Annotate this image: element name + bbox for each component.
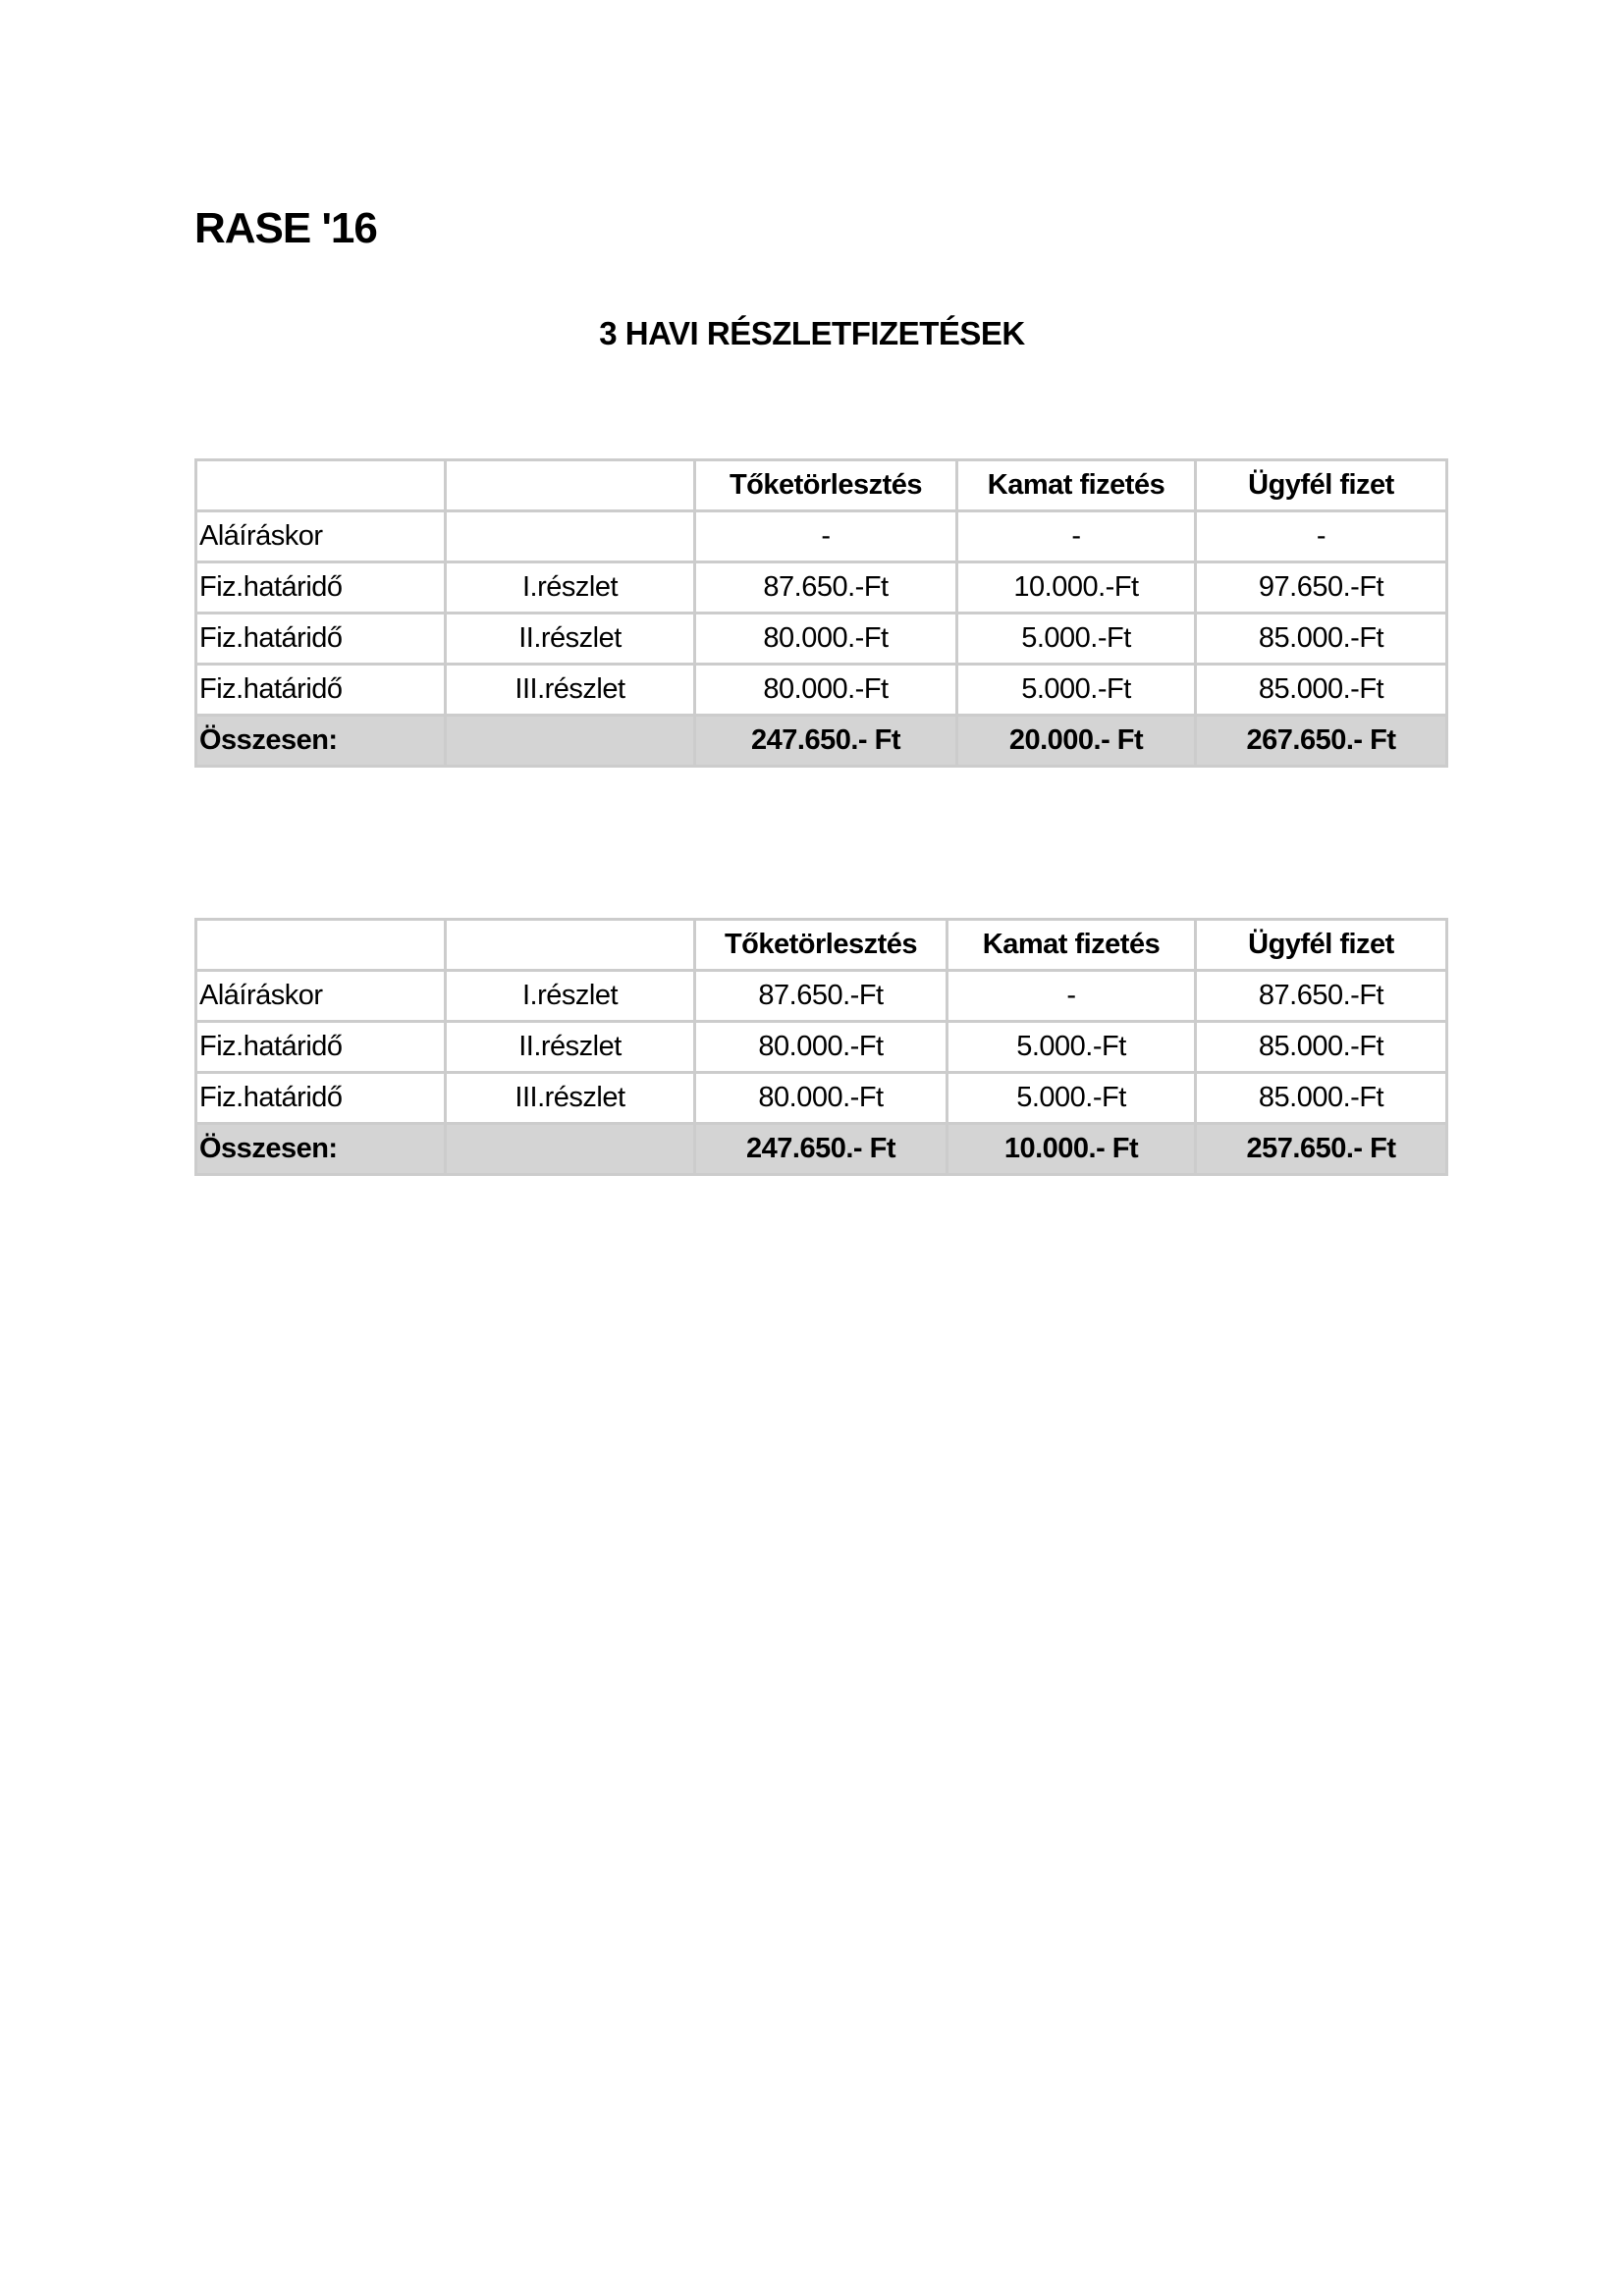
table-row bbox=[196, 1022, 1447, 1073]
row-label: Aláíráskor bbox=[196, 971, 446, 1022]
installment-cell: I.részlet bbox=[446, 971, 695, 1022]
interest-cell: 5.000.-Ft bbox=[947, 1073, 1196, 1124]
installment-table-1 bbox=[194, 458, 1448, 768]
header-cell-empty bbox=[446, 460, 695, 511]
installment-cell: II.részlet bbox=[446, 614, 695, 665]
section-title: 3 HAVI RÉSZLETFIZETÉSEK bbox=[599, 315, 1025, 351]
total-client-pays-cell: 257.650.- Ft bbox=[1196, 1124, 1447, 1175]
installment-cell: III.részlet bbox=[446, 1073, 695, 1124]
client-pays-cell: 85.000.-Ft bbox=[1196, 614, 1447, 665]
table-row bbox=[196, 562, 1447, 614]
interest-cell: 5.000.-Ft bbox=[957, 614, 1196, 665]
row-label: Aláíráskor bbox=[196, 511, 446, 562]
total-row bbox=[196, 716, 1447, 767]
table-row bbox=[196, 1073, 1447, 1124]
client-pays-cell: 85.000.-Ft bbox=[1196, 1073, 1447, 1124]
installment-cell bbox=[446, 511, 695, 562]
header-cell-client-pays: Ügyfél fizet bbox=[1196, 460, 1447, 511]
interest-cell: 5.000.-Ft bbox=[957, 665, 1196, 716]
total-interest-cell: 20.000.- Ft bbox=[957, 716, 1196, 767]
total-label: Összesen: bbox=[196, 716, 446, 767]
total-principal-cell: 247.650.- Ft bbox=[695, 716, 957, 767]
principal-cell: 80.000.-Ft bbox=[695, 614, 957, 665]
header-cell-empty bbox=[446, 920, 695, 971]
principal-cell: 80.000.-Ft bbox=[695, 665, 957, 716]
principal-cell: 87.650.-Ft bbox=[695, 971, 947, 1022]
total-label: Összesen: bbox=[196, 1124, 446, 1175]
row-label: Fiz.határidő bbox=[196, 1022, 446, 1073]
header-cell-interest: Kamat fizetés bbox=[947, 920, 1196, 971]
installment-cell: II.részlet bbox=[446, 1022, 695, 1073]
table-row bbox=[196, 511, 1447, 562]
table-row bbox=[196, 614, 1447, 665]
table-header-row bbox=[196, 460, 1447, 511]
header-cell-empty bbox=[196, 460, 446, 511]
total-principal-cell: 247.650.- Ft bbox=[695, 1124, 947, 1175]
installment-table-2 bbox=[194, 918, 1448, 1176]
principal-cell: 87.650.-Ft bbox=[695, 562, 957, 614]
header-cell-client-pays: Ügyfél fizet bbox=[1196, 920, 1447, 971]
installment-cell: I.részlet bbox=[446, 562, 695, 614]
header-cell-principal: Tőketörlesztés bbox=[695, 920, 947, 971]
total-interest-cell: 10.000.- Ft bbox=[947, 1124, 1196, 1175]
total-client-pays-cell: 267.650.- Ft bbox=[1196, 716, 1447, 767]
client-pays-cell: - bbox=[1196, 511, 1447, 562]
total-installment-cell bbox=[446, 1124, 695, 1175]
document-title: RASE '16 bbox=[194, 204, 377, 252]
table-row bbox=[196, 971, 1447, 1022]
row-label: Fiz.határidő bbox=[196, 614, 446, 665]
principal-cell: - bbox=[695, 511, 957, 562]
header-cell-empty bbox=[196, 920, 446, 971]
client-pays-cell: 85.000.-Ft bbox=[1196, 665, 1447, 716]
principal-cell: 80.000.-Ft bbox=[695, 1022, 947, 1073]
interest-cell: - bbox=[947, 971, 1196, 1022]
table-row bbox=[196, 665, 1447, 716]
installment-cell: III.részlet bbox=[446, 665, 695, 716]
total-row bbox=[196, 1124, 1447, 1175]
header-cell-interest: Kamat fizetés bbox=[957, 460, 1196, 511]
client-pays-cell: 97.650.-Ft bbox=[1196, 562, 1447, 614]
interest-cell: 5.000.-Ft bbox=[947, 1022, 1196, 1073]
row-label: Fiz.határidő bbox=[196, 665, 446, 716]
interest-cell: - bbox=[957, 511, 1196, 562]
client-pays-cell: 85.000.-Ft bbox=[1196, 1022, 1447, 1073]
table-header-row bbox=[196, 920, 1447, 971]
principal-cell: 80.000.-Ft bbox=[695, 1073, 947, 1124]
row-label: Fiz.határidő bbox=[196, 1073, 446, 1124]
interest-cell: 10.000.-Ft bbox=[957, 562, 1196, 614]
client-pays-cell: 87.650.-Ft bbox=[1196, 971, 1447, 1022]
header-cell-principal: Tőketörlesztés bbox=[695, 460, 957, 511]
row-label: Fiz.határidő bbox=[196, 562, 446, 614]
total-installment-cell bbox=[446, 716, 695, 767]
